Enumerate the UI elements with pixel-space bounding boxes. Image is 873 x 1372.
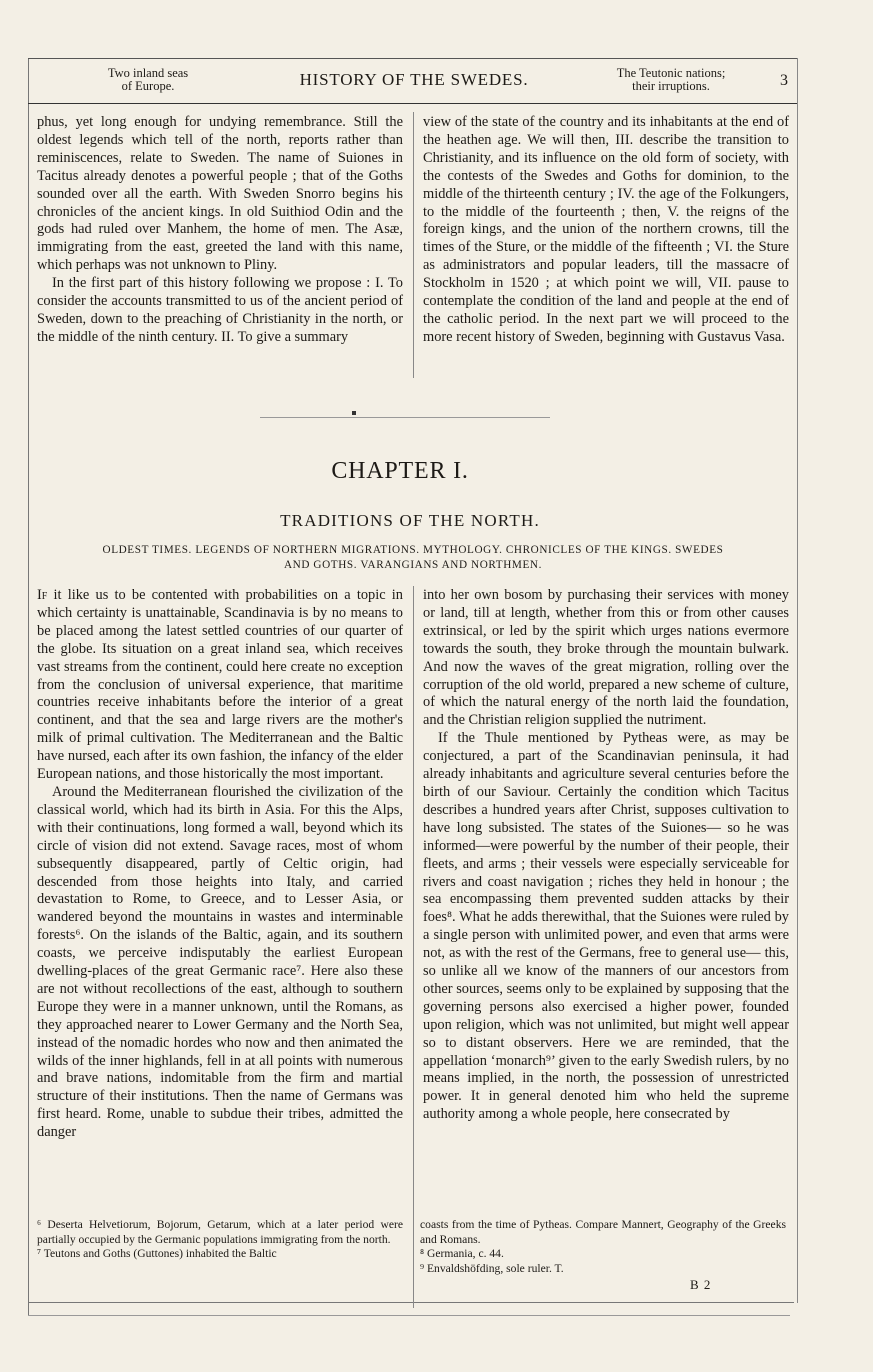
signature-mark: B 2 (690, 1277, 712, 1292)
body-right-paragraph: into her own bosom by purchasing their services with money or land, till at length, whether from this or from other causes extrinsical, or led by the spirit which urges nations evermore towards the south, they broke through the mountain bulwark. And now the waves of the great migration, rolling over the corruption of the old world, prepared a new scheme of culture, of which the natural energy of the north laid the foundation, and the Christian religion supplied the nutriment. (423, 587, 789, 729)
margin-note-right-line1: The Teutonic nations; (616, 66, 726, 80)
header-bottom-rule (28, 103, 797, 104)
column-divider-body (413, 586, 414, 1308)
dropcap-word: If (37, 587, 48, 603)
running-title: HISTORY OF THE SWEDES. (299, 70, 529, 89)
chapter-title: TRADITIONS OF THE NORTH. (280, 511, 540, 530)
intro-left-paragraph: In the first part of this history following we propose : I. To consider the accounts transmitted to us of the ancient period of Sweden, down to the preaching of Christianity in the north, or the middle of the ninth century. II. To give a summary (37, 275, 403, 345)
footnotes-right (420, 1218, 786, 1276)
intro-right-paragraph: view of the state of the country and its inhabitants at the end of the heathen age. We will then, III. describe the transition to Christianity, and its influence on the old form of society, with the contests of the Swedes and Goths for dominion, to the middle of the thirteenth century ; IV. the age of the Folkungers, to the middle of the fourteenth ; then, V. the reigns of the foreign kings, and the union of the northern crowns, till the times of the Sture, or the middle of the fifteenth ; VI. the Sture as administrators and popular leaders, till the massacre of Stockholm in 1520 ; at which point we will, VII. pause to contemplate the condition of the land and people at the end of the catholic period. In the next part we will proceed to the more recent history of Sweden, beginning with Gustavus Vasa. (423, 114, 789, 345)
separator-dot (352, 411, 356, 415)
header-top-rule (28, 58, 797, 59)
frame-bottom-rule (28, 1302, 794, 1303)
chapter-synopsis-line2: AND GOTHS. VARANGIANS AND NORTHMEN. (284, 559, 542, 571)
frame-bottom-rule-inner (28, 1315, 790, 1316)
chapter-synopsis (37, 543, 789, 573)
footnotes-left (37, 1218, 403, 1262)
footnote: coasts from the time of Pytheas. Compare Mannert, Geography of the Greeks and Romans. (420, 1218, 786, 1246)
footnote: ⁸ Germania, c. 44. (420, 1247, 504, 1261)
body-right-paragraph: If the Thule mentioned by Pytheas were, as may be conjectured, a part of the Scandinavian peninsula, it had already inhabitants and agriculture several centuries before the birth of our Saviour. Certainly the condition which Tacitus describes a hundred years after Christ, supposes cultivation to have long subsisted. The states of the Suiones— so he was informed—were powerful by the number of their people, their fleets, and arms ; their vessels were especially serviceable for rivers and coast navigation ; riches they held in honour ; the sea encompassing them prevented sudden attacks by their foes⁸. What he adds therewithal, that the Suiones were ruled by a single person with unlimited power, and even that arms were not, as with the rest of the Germans, free to general use— this, so unlike all we know of the manners of our ancestors from other sources, seems only to be explained by supposing that the governing persons also exercised a higher power, founded upon religion, which was not unlimited, but might well appear so to distant observers. Here we are reminded, that the appellation ‘monarch⁹’ given to the early Swedish rulers, by no means implied, in the north, the possession of unrestricted power. It in general denoted him who held the supreme authority among a whole people, here consecrated by (423, 730, 789, 1123)
intro-left-column (37, 114, 403, 347)
margin-note-right-line2: their irruptions. (632, 79, 710, 93)
body-left-column (37, 587, 403, 1142)
margin-note-left-line2: of Europe. (121, 79, 175, 93)
column-divider-intro (413, 112, 414, 378)
chapter-heading: CHAPTER I. (331, 458, 469, 484)
footnote: ⁷ Teutons and Goths (Guttones) inhabited the Baltic (37, 1247, 277, 1261)
body-left-paragraph (37, 587, 403, 784)
section-separator (260, 417, 550, 418)
footnote: ⁶ Deserta Helvetiorum, Bojorum, Getarum, which at a later period were partially occupied by the Germanic populations immigrating from the north. (37, 1218, 403, 1246)
chapter-synopsis-line1: OLDEST TIMES. LEGENDS OF NORTHERN MIGRATIONS. MYTHOLOGY. CHRONICLES OF THE KINGS. SWEDES (102, 544, 724, 556)
frame-left-rule (28, 58, 29, 1316)
margin-note-left (92, 67, 204, 93)
margin-note-right (600, 67, 742, 93)
intro-left-paragraph: phus, yet long enough for undying remembrance. Still the oldest legends which tell of the north, reports rather than reminiscences, relate to Sweden. The name of Suiones in Tacitus already denotes a powerful people ; that of the Goths sounded over all the earth. With Sweden Snorro begins his chronicles of the ancient kings. In old Suithiod Odin and the gods had ruled over Manhem, the home of men. The Asæ, immigrating from the east, greeted the land with this name, which perhaps was not unknown to Pliny. (37, 114, 403, 274)
body-right-column (423, 587, 789, 1124)
page-number: 3 (780, 72, 788, 89)
intro-right-column (423, 114, 789, 347)
margin-note-left-line1: Two inland seas (107, 66, 189, 80)
body-left-paragraph: Around the Mediterranean flourished the civilization of the classical world, which had its birth in Asia. For this the Alps, with their continuations, long formed a wall, beyond which its circle of vision did not extend. Savage races, most of whom subsequently disappeared, partly of Celtic origin, had descended from those heights into Italy, and carried devastation to Rome, to Greece, and to Lesser Asia, or wandered beyond the mountains in wastes and interminable forests⁶. On the islands of the Baltic, again, and its southern coasts, we perceive indisputably the earliest European dwelling-places of the great Germanic race⁷. Here also these are not without recollections of the east, although to southern Europe they were in a manner unknown, until the Romans, as they approached nearer to Lower Germany and the North Sea, instead of the nomadic hordes who now and then animated the wilds of the inner highlands, fell in at all points with numerous and brave nations, indomitable from the firm and martial structure of their institutions. Then the name of Germans was first heard. Rome, unable to subdue their tribes, admitted the danger (37, 783, 403, 1141)
frame-right-rule (797, 58, 798, 1303)
footnote: ⁹ Envaldshöfding, sole ruler. T. (420, 1261, 564, 1275)
body-left-paragraph-text: it like us to be contented with probabilities on a topic in which certainty is unattainable, Scandinavia is by no means to be placed among the latest settled countries of our quarter of the globe. Its situation on a great inland sea, which receives vast streams from the continent, could here create no exception from the conclusion of universal experience, that maritime countries receive inhabitants before the interior of a great continent, and that the sea and large rivers are the mother's milk of primal cultivation. The Mediterranean and the Baltic have nursed, each after its own fashion, the infancy of the elder European nations, and those historically the most important. (37, 587, 403, 783)
